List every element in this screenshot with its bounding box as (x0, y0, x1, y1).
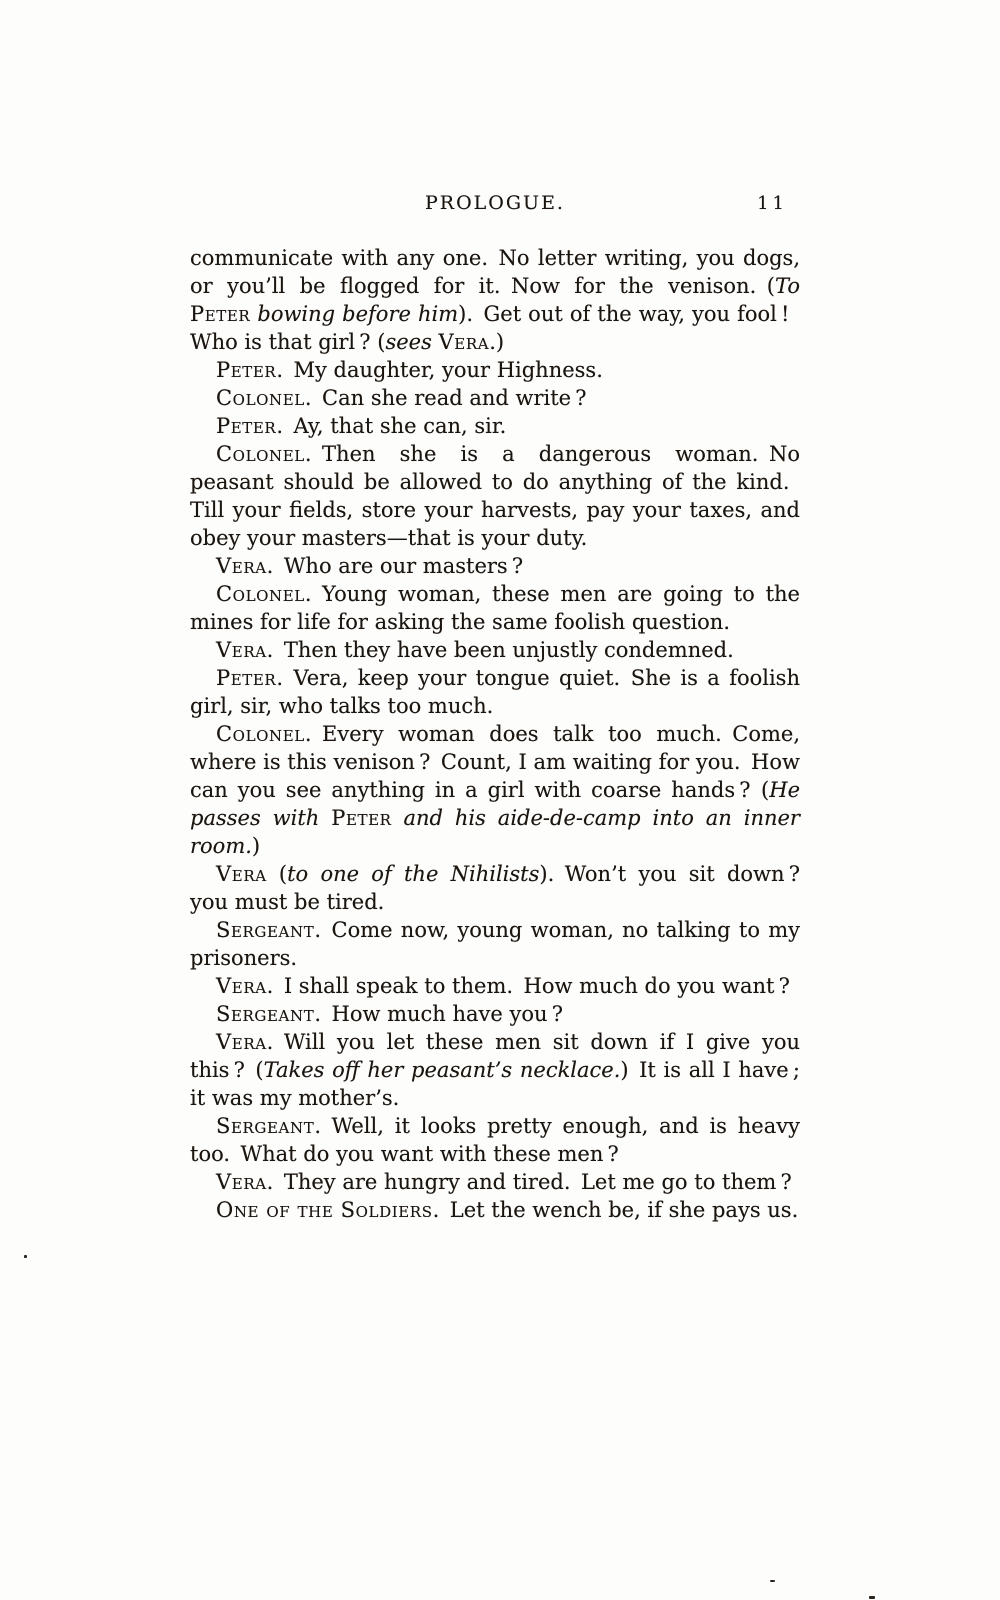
scan-speck (869, 1596, 875, 1599)
character-name: Vera (216, 862, 267, 886)
stage-direction: To (774, 274, 800, 298)
text-run: ( (266, 862, 288, 886)
stage-direction: bowing before him (257, 302, 459, 326)
scan-speck (770, 1580, 775, 1582)
text-run: . My daughter, your Highness. (276, 358, 603, 382)
text-run (319, 806, 331, 830)
character-name: Vera (216, 1170, 267, 1194)
text-run: . Young woman, these men are going to the mines for life for asking the same foolish question. (190, 582, 800, 634)
paragraph (190, 384, 800, 412)
text-run: ). Get out of the way, you fool ! Who is that girl ? ( (190, 302, 800, 354)
character-name: Sergeant (216, 918, 315, 942)
text-run: . Let the wench be, if she pays us. (432, 1198, 799, 1222)
text-run: . Vera, keep your tongue quiet. She is a foolish girl, sir, who talks too much. (190, 666, 800, 718)
character-name: One of the Soldiers (216, 1198, 433, 1222)
text-run: ) It is all I have ; it was my mother’s. (190, 1058, 800, 1110)
text-run (432, 330, 439, 354)
text-run: communicate with any one. No letter writing, you dogs, or you’ll be flogged for it. Now for the venison. ( (190, 246, 800, 298)
stage-direction: sees (385, 330, 432, 354)
text-run: . Come now, young woman, no talking to my prisoners. (190, 918, 800, 970)
paragraph (190, 916, 800, 972)
text-run: ) (251, 834, 261, 858)
text-run: . Will you let these men sit down if I give you this ? ( (190, 1030, 800, 1082)
paragraph (190, 552, 800, 580)
paragraph (190, 860, 800, 916)
stage-direction: He passes with (190, 778, 800, 830)
character-name: Peter (331, 806, 392, 830)
paragraph (190, 1028, 800, 1112)
paragraph (190, 1000, 800, 1028)
character-name: Colonel (216, 442, 305, 466)
character-name: Vera (216, 974, 267, 998)
paragraph (190, 1168, 800, 1196)
character-name: Vera (438, 330, 490, 354)
paragraph (190, 972, 800, 1000)
text-run: . They are hungry and tired. Let me go to them ? (266, 1170, 792, 1194)
stage-direction: to one of the Nihilists (287, 862, 540, 886)
text-run: . Then she is a dangerous woman. No peasant should be allowed to do anything of the kind. Till your fields, store your harvests, pay your taxes, and obey your masters—that is your duty. (190, 442, 800, 550)
paragraph (190, 636, 800, 664)
character-name: Peter (190, 302, 251, 326)
scan-speck (24, 1255, 27, 1258)
paragraph (190, 720, 800, 860)
paragraph (190, 244, 800, 356)
text-run: . Ay, that she can, sir. (276, 414, 507, 438)
paragraph (190, 412, 800, 440)
text-run: . Who are our masters ? (266, 554, 524, 578)
character-name: Colonel (216, 386, 305, 410)
character-name: Vera (216, 638, 267, 662)
paragraph (190, 1112, 800, 1168)
character-name: Peter (216, 358, 277, 382)
page-title: PROLOGUE. (425, 192, 565, 214)
character-name: Vera (216, 1030, 267, 1054)
paragraph (190, 356, 800, 384)
page-text (190, 244, 800, 1224)
stage-direction: and his aide-de-camp into an inner room. (190, 806, 800, 858)
text-run: . Every woman does talk too much. Come, where is this venison ? Count, I am waiting for you. How can you see anything in a girl with coarse hands ? ( (190, 722, 800, 802)
character-name: Colonel (216, 582, 305, 606)
text-run: . Can she read and write ? (304, 386, 587, 410)
paragraph (190, 1196, 800, 1224)
character-name: Sergeant (216, 1002, 315, 1026)
text-run: . Well, it looks pretty enough, and is heavy too. What do you want with these men ? (190, 1114, 800, 1166)
character-name: Peter (216, 666, 277, 690)
paragraph (190, 664, 800, 720)
text-run: ). Won’t you sit down ? you must be tired. (190, 862, 800, 914)
character-name: Sergeant (216, 1114, 315, 1138)
text-run: .) (489, 330, 505, 354)
running-header (190, 192, 800, 222)
character-name: Colonel (216, 722, 305, 746)
stage-direction: Takes off her peasant’s necklace. (263, 1058, 621, 1082)
text-run (392, 806, 404, 830)
text-run: . Then they have been unjustly condemned. (266, 638, 734, 662)
character-name: Vera (216, 554, 267, 578)
paragraph (190, 580, 800, 636)
text-run: . I shall speak to them. How much do you want ? (266, 974, 790, 998)
character-name: Peter (216, 414, 277, 438)
text-run: . How much have you ? (314, 1002, 564, 1026)
paragraph (190, 440, 800, 552)
page-number: 11 (757, 193, 788, 214)
